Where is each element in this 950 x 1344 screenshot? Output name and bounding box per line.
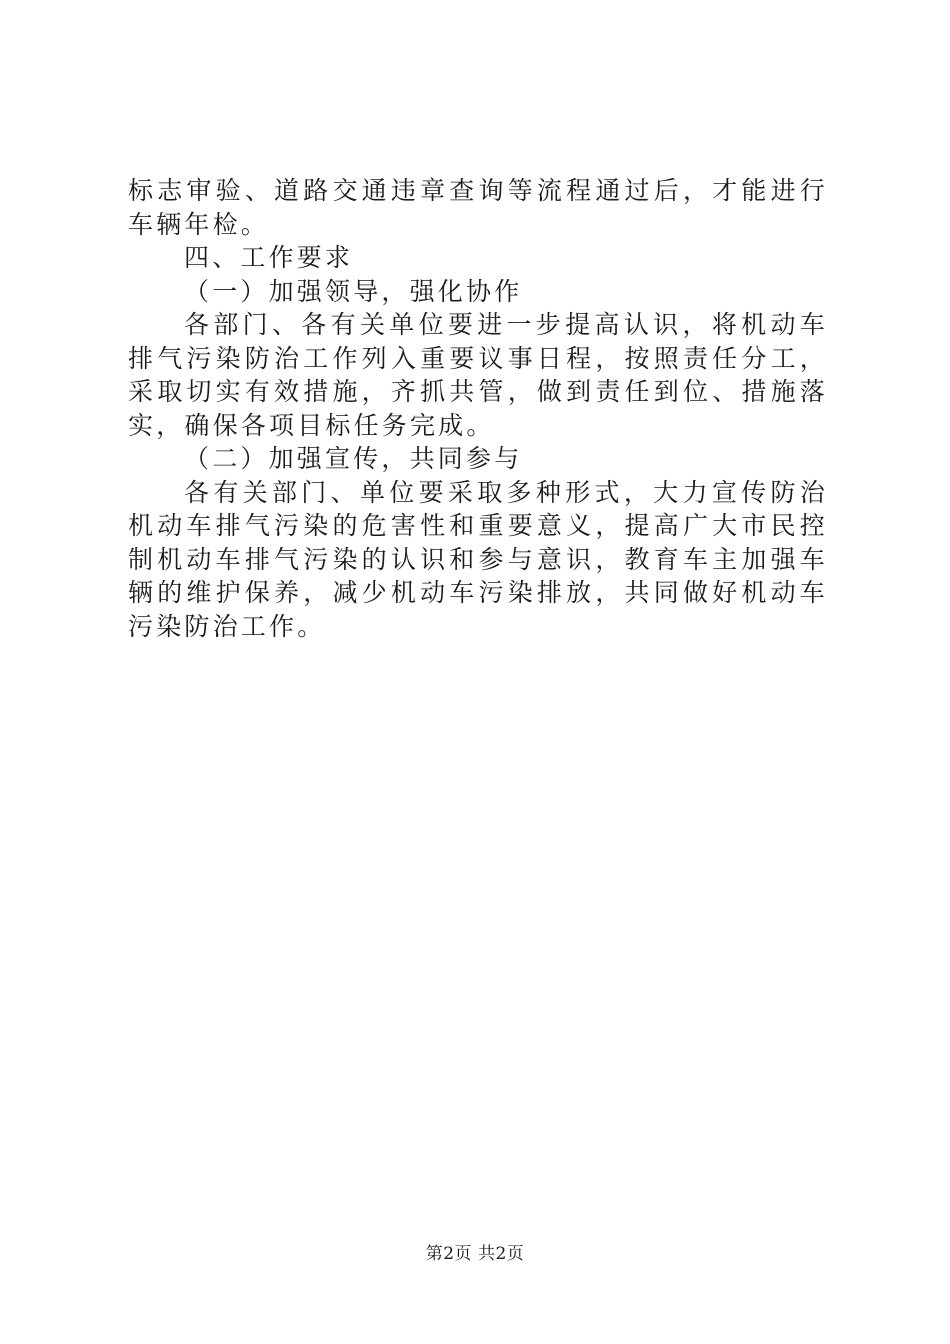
section-heading-requirements: 四、工作要求: [184, 243, 354, 272]
paragraph-leadership: 各部门、各有关单位要进一步提高认识，将机动车排气污染防治工作列入重要议事日程，按照责任分工，采取切实有效措施，齐抓共管，做到责任到位、措施落实，确保各项目标任务完成。: [128, 310, 828, 440]
subheading-publicity: （二）加强宣传，共同参与: [184, 444, 523, 473]
page-number: 第2页 共2页: [425, 1244, 525, 1264]
paragraph-continuation: 标志审验、道路交通违章查询等流程通过后，才能进行车辆年检。: [128, 176, 828, 239]
paragraph-publicity: 各有关部门、单位要采取多种形式，大力宣传防治机动车排气污染的危害性和重要意义，提高广大市民控制机动车排气污染的认识和参与意识，教育车主加强车辆的维护保养，减少机动车污染排放，共同做好机动车污染防治工作。: [128, 477, 828, 641]
page-footer: [0, 1242, 950, 1266]
subheading-leadership: （一）加强领导，强化协作: [184, 276, 523, 306]
document-body: [128, 174, 828, 643]
